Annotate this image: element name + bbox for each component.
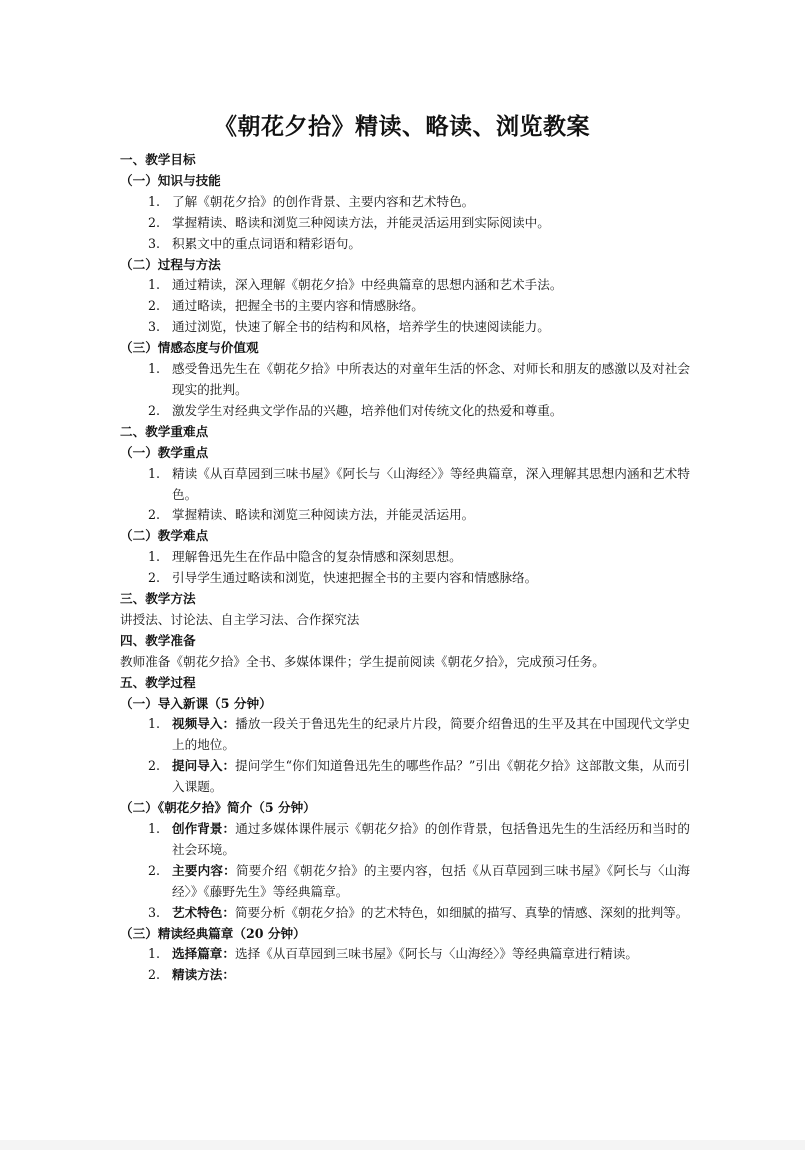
focus-list — [120, 464, 690, 527]
list-item: 2. 通过略读，把握全书的主要内容和情感脉络。 — [148, 298, 424, 314]
list-item: 1. 选择篇章：选择《从百草园到三味书屋》《阿长与〈山海经〉》等经典篇章进行精读。 — [148, 946, 638, 962]
section-heading-methods: 三、教学方法 — [120, 591, 196, 607]
list-item: 2. 掌握精读、略读和浏览三种阅读方法，并能灵活运用。 — [148, 507, 475, 523]
subheading-process: （二）过程与方法 — [120, 256, 221, 272]
subheading-close-reading: （三）精读经典篇章（20 分钟） — [120, 925, 306, 941]
difficulty-list — [120, 547, 690, 589]
list-item: 1. 感受鲁迅先生在《朝花夕拾》中所表达的对童年生活的怀念、对师长和朋友的感激以及对社会现实的批判。 — [148, 361, 690, 397]
subheading-intro: （一）导入新课（5 分钟） — [120, 695, 272, 711]
list-item: 2. 主要内容：简要介绍《朝花夕拾》的主要内容，包括《从百草园到三味书屋》《阿长与〈山海经〉》《藤野先生》等经典篇章。 — [148, 862, 691, 899]
subheading-difficulty: （二）教学难点 — [120, 528, 209, 544]
list-item: 1. 创作背景：通过多媒体课件展示《朝花夕拾》的创作背景，包括鲁迅先生的生活经历和当时的社会环境。 — [148, 821, 691, 857]
document-title: 《朝花夕拾》精读、略读、浏览教案 — [214, 113, 590, 140]
list-item: 1. 了解《朝花夕拾》的创作背景、主要内容和艺术特色。 — [148, 193, 475, 209]
list-item: 3. 艺术特色：简要分析《朝花夕拾》的艺术特色，如细腻的描写、真挚的情感、深刻的批判等。 — [148, 904, 689, 920]
values-list — [120, 359, 690, 422]
list-item: 1. 通过精读，深入理解《朝花夕拾》中经典篇章的思想内涵和艺术手法。 — [148, 277, 563, 293]
list-item: 2. 精读方法： — [148, 967, 235, 983]
preparation-text: 教师准备《朝花夕拾》全书、多媒体课件；学生提前阅读《朝花夕拾》，完成预习任务。 — [120, 653, 605, 669]
section-heading-goals: 一、教学目标 — [120, 152, 196, 167]
subheading-focus: （一）教学重点 — [120, 444, 209, 460]
subheading-knowledge: （一）知识与技能 — [120, 172, 221, 188]
section-heading-preparation: 四、教学准备 — [120, 632, 196, 648]
subheading-book-intro: （二）《朝花夕拾》简介（5 分钟） — [120, 800, 316, 816]
list-item: 1. 理解鲁迅先生在作品中隐含的复杂情感和深刻思想。 — [148, 549, 462, 565]
list-item: 1. 精读《从百草园到三味书屋》《阿长与〈山海经〉》等经典篇章，深入理解其思想内涵和艺术特色。 — [148, 465, 690, 502]
section-heading-key-points: 二、教学重难点 — [120, 423, 209, 439]
list-item: 1. 视频导入：播放一段关于鲁迅先生的纪录片片段，简要介绍鲁迅的生平及其在中国现代文学史上的地位。 — [148, 716, 691, 753]
list-item: 2. 引导学生通过略读和浏览，快速把握全书的主要内容和情感脉络。 — [148, 570, 538, 586]
list-item: 2. 提问导入：提问学生“你们知道鲁迅先生的哪些作品？”引出《朝花夕拾》这部散文集，从而引入课题。 — [148, 758, 690, 795]
list-item: 3. 通过浏览，快速了解全书的结构和风格，培养学生的快速阅读能力。 — [148, 319, 550, 335]
intro-list — [120, 714, 690, 798]
book-intro-list — [120, 819, 690, 924]
list-item: 2. 激发学生对经典文学作品的兴趣，培养他们对传统文化的热爱和尊重。 — [148, 402, 563, 418]
list-item: 2. 掌握精读、略读和浏览三种阅读方法，并能灵活运用到实际阅读中。 — [148, 214, 550, 230]
knowledge-list — [120, 192, 690, 255]
subheading-values: （三）情感态度与价值观 — [120, 340, 259, 356]
methods-text: 讲授法、讨论法、自主学习法、合作探究法 — [120, 611, 360, 627]
list-item: 3. 积累文中的重点词语和精彩语句。 — [148, 235, 361, 251]
close-reading-list — [120, 944, 690, 986]
section-heading-procedure: 五、教学过程 — [120, 674, 196, 690]
process-list — [120, 275, 690, 338]
document-body — [120, 112, 690, 986]
